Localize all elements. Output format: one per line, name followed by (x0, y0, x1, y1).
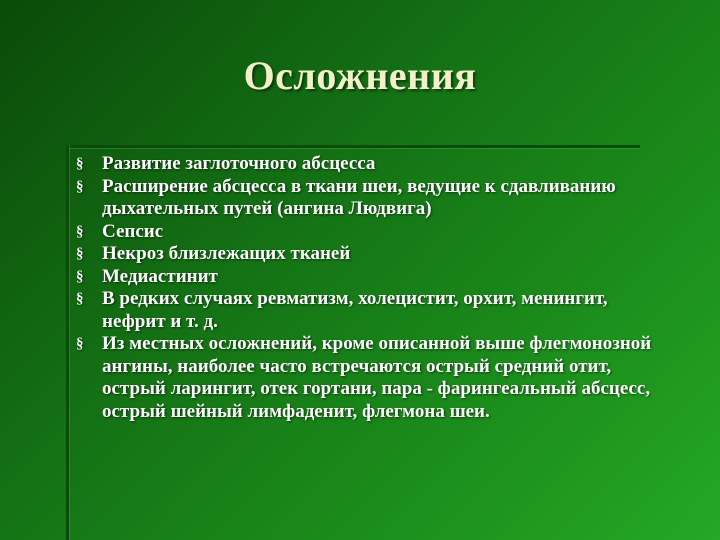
bullet-icon: § (76, 336, 84, 352)
bullet-icon: § (76, 156, 84, 172)
slide-title: Осложнения (243, 53, 477, 98)
list-item (76, 288, 666, 333)
list-item (76, 221, 666, 244)
bullet-icon: § (76, 268, 84, 285)
frame-left-line (66, 145, 69, 540)
bullet-list (76, 153, 666, 423)
list-item-text: Расширение абсцесса в ткани шеи, ведущие к сдавливанию дыхательных путей (ангина Людвига) (102, 175, 616, 219)
list-item-text: Развитие заглоточного абсцесса (102, 153, 376, 174)
frame-top-line (68, 145, 640, 148)
bullet-icon: § (76, 291, 84, 307)
list-item-text: Из местных осложнений, кроме описанной выше флегмонозной ангины, наиболее часто встречаются острый средний отит, острый ларингит, отек гортани, пара - фарингеальный абсцесс, острый шейный лимфаденит, флегмона шеи. (102, 333, 652, 422)
list-item-text: В редких случаях ревматизм, холецистит, орхит, менингит, нефрит и т. д. (102, 288, 608, 332)
list-item (76, 266, 666, 289)
list-item (76, 243, 666, 266)
list-item-text: Сепсис (102, 220, 164, 242)
list-item (76, 333, 666, 423)
bullet-icon: § (76, 246, 84, 262)
list-item-text: Некроз близлежащих тканей (102, 243, 351, 264)
bullet-icon: § (76, 223, 84, 240)
list-item (76, 176, 666, 221)
bullet-icon: § (76, 178, 84, 195)
list-item-text: Медиастинит (102, 265, 218, 287)
list-item (76, 153, 666, 176)
